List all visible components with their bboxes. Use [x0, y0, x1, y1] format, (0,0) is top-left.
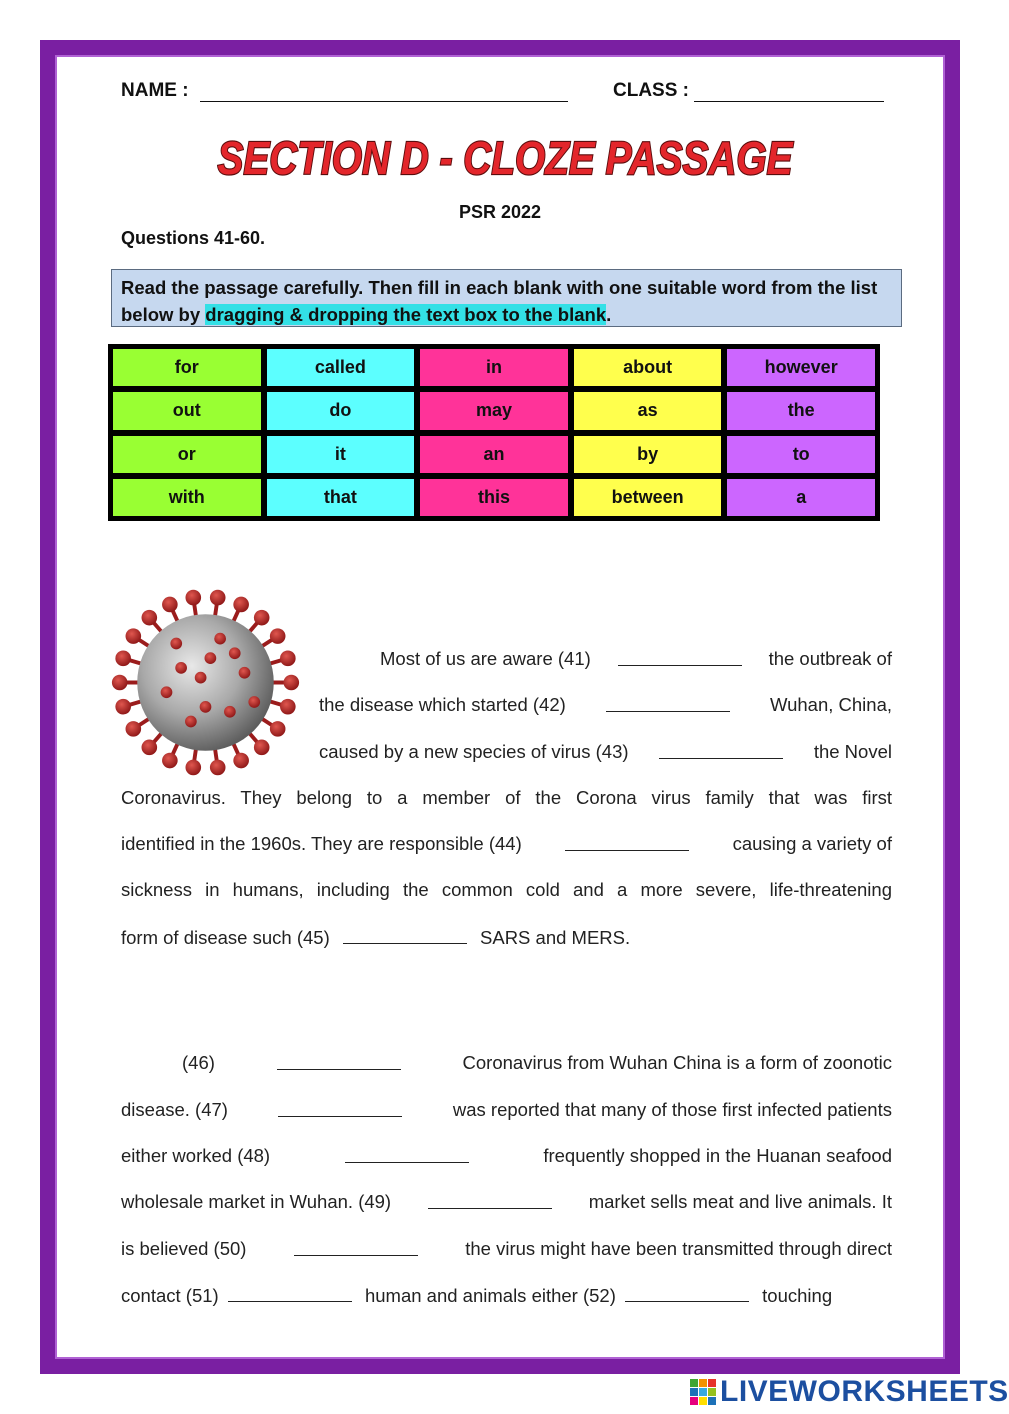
word-tile[interactable]: about	[574, 349, 722, 386]
passage-line	[121, 1099, 892, 1121]
blank-43[interactable]	[659, 741, 783, 759]
logo-text: LIVEWORKSHEETS	[720, 1375, 1009, 1408]
word-tile[interactable]: do	[267, 392, 415, 429]
questions-label: Questions 41-60.	[121, 228, 266, 248]
section-title-text: SECTION D - CLOZE PASSAGE	[217, 132, 794, 184]
passage-line	[121, 833, 892, 855]
passage-line	[319, 741, 892, 763]
passage-line	[121, 1191, 892, 1213]
name-field-line[interactable]	[200, 101, 568, 102]
word-tile[interactable]: out	[113, 392, 261, 429]
passage-text: the virus might have been transmitted through direct	[465, 1238, 892, 1259]
passage-text: (46)	[182, 1052, 215, 1073]
coronavirus-image	[108, 585, 303, 780]
blank-41[interactable]	[618, 648, 742, 666]
passage-line	[182, 1052, 892, 1074]
passage-text: human and animals either (52)	[364, 1285, 616, 1306]
blank-45[interactable]	[343, 926, 467, 944]
passage-text: identified in the 1960s. They are responsible (44)	[121, 833, 522, 854]
instruction-highlight: dragging & dropping the text box to the blank	[205, 304, 607, 325]
passage-text: disease. (47)	[121, 1099, 228, 1120]
passage-line	[121, 1238, 892, 1260]
passage-text: either worked (48)	[121, 1145, 271, 1166]
word-tile[interactable]: between	[574, 479, 722, 516]
word-tile[interactable]: it	[267, 436, 415, 473]
passage-text: market sells meat and live animals. It	[588, 1191, 892, 1212]
word-tile[interactable]: to	[727, 436, 875, 473]
passage-text: wholesale market in Wuhan. (49)	[121, 1191, 392, 1212]
word-tile[interactable]: with	[113, 479, 261, 516]
instruction-box	[111, 269, 902, 327]
blank-42[interactable]	[606, 694, 730, 712]
liveworksheets-logo[interactable]	[690, 1374, 1009, 1410]
exam-label: PSR 2022	[458, 202, 542, 222]
word-tile[interactable]: may	[420, 392, 568, 429]
class-field-line[interactable]	[694, 101, 884, 102]
passage-text: sickness in humans, including the common cold and a more severe, life-threatening	[121, 879, 892, 900]
word-tile[interactable]: an	[420, 436, 568, 473]
word-tile[interactable]: this	[420, 479, 568, 516]
passage-text: the outbreak of	[768, 648, 892, 669]
word-tile[interactable]: called	[267, 349, 415, 386]
passage-text: Wuhan, China,	[769, 694, 892, 715]
word-tile[interactable]: or	[113, 436, 261, 473]
word-tile[interactable]: for	[113, 349, 261, 386]
section-title	[205, 122, 805, 197]
passage-text: touching	[762, 1285, 833, 1306]
passage-line	[121, 1284, 832, 1307]
passage-text: Most of us are aware (41)	[380, 648, 591, 669]
passage-line	[380, 648, 892, 670]
passage-text: form of disease such (45)	[121, 927, 330, 948]
blank-49[interactable]	[428, 1191, 552, 1209]
word-tile[interactable]: by	[574, 436, 722, 473]
word-tile[interactable]: the	[727, 392, 875, 429]
passage-text: causing a variety of	[732, 833, 892, 854]
passage-text: SARS and MERS.	[480, 927, 631, 948]
word-tile[interactable]: that	[267, 479, 415, 516]
name-label: NAME :	[121, 80, 189, 101]
blank-46[interactable]	[277, 1052, 401, 1070]
blank-51[interactable]	[228, 1284, 352, 1302]
word-tile[interactable]: a	[727, 479, 875, 516]
passage-line	[121, 926, 630, 949]
passage-text: contact (51)	[121, 1285, 219, 1306]
word-tile[interactable]: however	[727, 349, 875, 386]
blank-47[interactable]	[278, 1099, 402, 1117]
passage-line	[121, 1145, 892, 1167]
liveworksheets-logo-icon	[690, 1379, 716, 1405]
passage-text: the disease which started (42)	[319, 694, 566, 715]
passage-text: frequently shopped in the Huanan seafood	[543, 1145, 892, 1166]
word-tile[interactable]: in	[420, 349, 568, 386]
instruction-period: .	[606, 304, 612, 325]
passage-text: Coronavirus from Wuhan China is a form of zoonotic	[462, 1052, 892, 1073]
blank-50[interactable]	[294, 1238, 418, 1256]
blank-52[interactable]	[625, 1284, 749, 1302]
class-label: CLASS :	[613, 80, 689, 101]
word-bank	[108, 344, 880, 521]
word-tile[interactable]: as	[574, 392, 722, 429]
blank-48[interactable]	[345, 1145, 469, 1163]
passage-line	[319, 694, 892, 716]
passage-text: the Novel	[813, 741, 892, 762]
passage-text: Coronavirus. They belong to a member of the Corona virus family that was first	[121, 787, 892, 808]
passage-text: is believed (50)	[121, 1238, 247, 1259]
blank-44[interactable]	[565, 833, 689, 851]
passage-text: caused by a new species of virus (43)	[319, 741, 629, 762]
passage-text: was reported that many of those first infected patients	[452, 1099, 892, 1120]
instruction-text: Read the passage carefully. Then fill in each blank with one suitable word from the list below by	[121, 277, 878, 325]
